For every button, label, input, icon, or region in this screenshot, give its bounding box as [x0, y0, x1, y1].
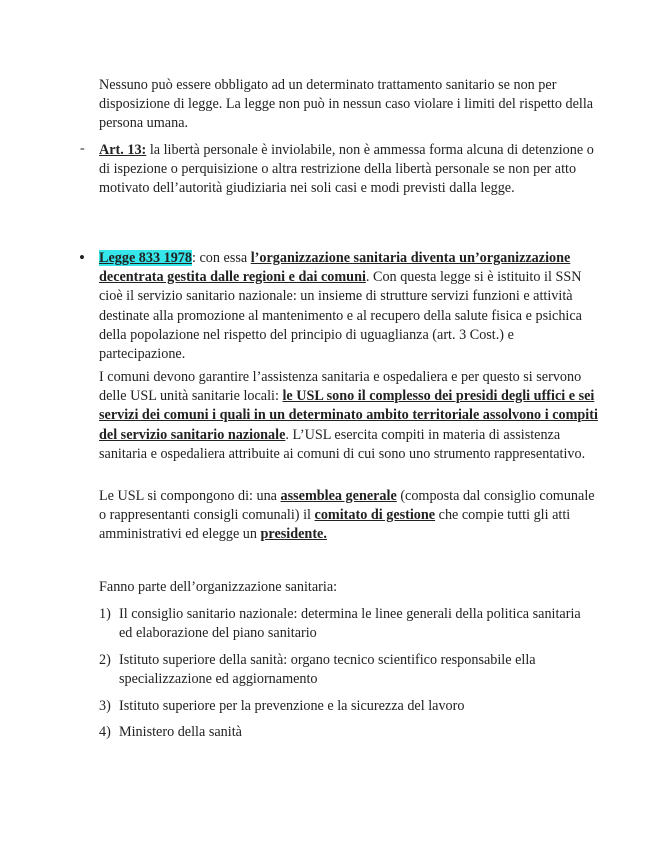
list-item: Il consiglio sanitario nazionale: determina le linee generali della politica sanitaria ed elaborazione del piano sanitario [119, 606, 581, 642]
legge833-text-1: : con essa [192, 250, 251, 266]
list-item: Istituto superiore per la prevenzione e la sicurezza del lavoro [119, 698, 465, 714]
legge833-underlined: l’organizzazione sanitaria diventa un’organizzazione decentrata gestita dalle regioni e dai comuni [99, 250, 571, 286]
intro-text: Nessuno può essere obbligato ad un determinato trattamento sanitario se non per disposizione di legge. La legge non può in nessun caso violare i limiti del rispetto della persona umana. [99, 77, 594, 132]
legge833-paragraph [99, 249, 599, 364]
comuni-underlined: le USL sono il complesso dei presidi degli uffici e sei servizi dei comuni i quali in un determinato ambito territoriale assolvono i compiti del servizio sanitario nazionale [99, 388, 598, 443]
list-item: Ministero della sanità [119, 724, 242, 740]
list-item: Istituto superiore della sanità: organo tecnico scientifico responsabile ella specializzazione ed aggiornamento [119, 652, 536, 688]
legge833-label: Legge 833 1978 [99, 250, 192, 266]
art13-label: Art. 13: [99, 142, 147, 158]
usl-text-1: Le USL si compongono di: una [99, 488, 281, 504]
round-bullet: • [79, 248, 85, 267]
list-item-number: 2) [99, 652, 111, 668]
list-item-number: 4) [99, 724, 111, 740]
usl-text-3: che compie tutti gli atti amministrativi ed elegge un [99, 507, 571, 543]
intro-paragraph [99, 76, 599, 134]
org-title: Fanno parte dell’organizzazione sanitaria: [99, 579, 338, 595]
comuni-text-2: . L’USL esercita compiti in materia di assistenza sanitaria e ospedaliera attribuite ai comuni di cui sono uno strumento rappresentativo. [99, 426, 586, 462]
list-item-number: 3) [99, 698, 111, 714]
presidente: presidente. [260, 526, 327, 543]
comuni-paragraph [99, 368, 599, 464]
dash-bullet: - [80, 141, 85, 156]
usl-text-2: (composta dal consiglio comunale o rappresentanti consigli comunali) il [99, 488, 595, 524]
usl-paragraph [99, 487, 599, 545]
art13-text: la libertà personale è inviolabile, non è ammessa forma alcuna di detenzione o di ispezione o perquisizione o altra restrizione della libertà personale se non per atto motivato dell’autorità giudiziaria nei soli casi e modi previsti dalla legge. [99, 142, 594, 197]
art13-paragraph [99, 141, 599, 199]
list-item-number: 1) [99, 606, 111, 622]
legge833-text-2: . Con questa legge si è istituito il SSN cioè il servizio sanitario nazionale: un insieme di strutture servizi funzioni e attività destinate alla promozione al mantenimento e al recupero della salute fisica e psichica della popolazione nel rispetto del principio di uguaglianza (art. 3 Cost.) e partecipazione. [99, 269, 582, 363]
comuni-text-1: I comuni devono garantire l’assistenza sanitaria e ospedaliera e per questo si servono delle USL unità sanitarie locali: [99, 369, 582, 405]
assemblea-generale: assemblea generale [280, 488, 397, 504]
comitato-di-gestione: comitato di gestione [314, 507, 436, 524]
